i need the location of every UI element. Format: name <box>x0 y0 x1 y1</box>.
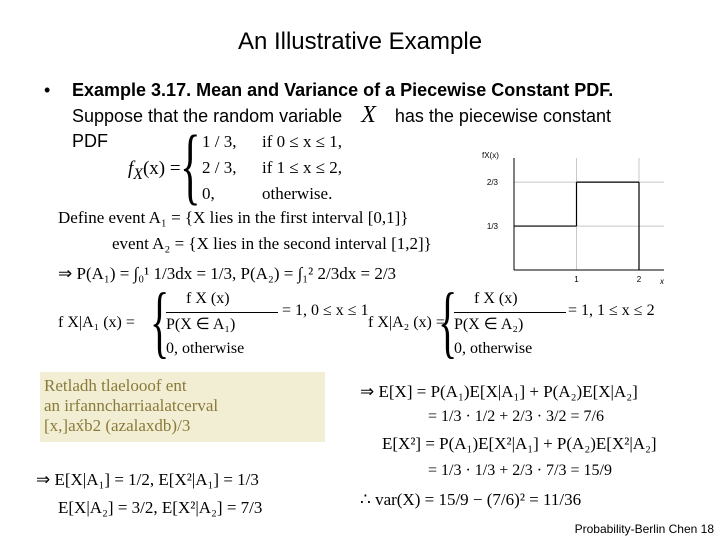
x-tick-label-2: 2 <box>636 275 642 284</box>
cond-pdf-a2-numerator: f X (x) <box>474 290 518 307</box>
slide-title: An Illustrative Example <box>237 28 483 55</box>
pdf-brace: { <box>180 117 201 213</box>
cond-pdf-a2-brace: { <box>438 278 458 366</box>
garbled-line-2: an irfanncharriaalatcerval <box>44 396 219 415</box>
pdf-lhs-arg: (x) = <box>142 158 181 179</box>
cond-pdf-a1-denominator: P(X ∈ A₁) <box>166 316 236 333</box>
cond-pdf-a1-fraction-bar <box>166 312 278 313</box>
event-a1-definition: Define event A₁ = {X lies in the first interval [0,1]} <box>58 208 409 227</box>
intro-line3: PDF <box>72 131 108 151</box>
y-axis-label: fX(x) <box>482 151 499 160</box>
event-a2-definition: event A₂ = {X lies in the second interval [1,2]} <box>112 234 432 253</box>
pdf-lhs-f: f <box>128 158 134 179</box>
random-variable: X <box>361 102 376 128</box>
pdf-case2-condition: if 1 ≤ x ≤ 2, <box>262 158 343 177</box>
cond-pdf-a2-denominator: P(X ∈ A₂) <box>454 316 524 333</box>
intro-text <box>72 78 712 154</box>
cond-pdf-a1-tail: = 1, 0 ≤ x ≤ 1 <box>282 302 369 319</box>
example-heading: Example 3.17. Mean and Variance of a Piecewise Constant PDF. <box>72 80 614 100</box>
intro-line2b: has the piecewise constant <box>394 106 612 126</box>
variance-result: ∴ var(X) = 15/9 − (7/6)² = 11/36 <box>360 490 582 509</box>
pdf-case2-value: 2 / 3, <box>202 158 237 177</box>
garbled-overlay-text <box>40 372 325 442</box>
cond-pdf-a1-lhs: f X|A₁ (x) = <box>58 314 135 331</box>
slide-footer: Probability-Berlin Chen 18 <box>574 522 714 536</box>
pdf-case1-condition: if 0 ≤ x ≤ 1, <box>262 132 343 151</box>
cond-pdf-a1-brace: { <box>150 278 170 366</box>
garbled-line-1: Retladh tlaelooof ent <box>44 376 187 395</box>
event-probabilities: ⇒ P(A₁) = ∫₀¹ 1/3dx = 1/3, P(A₂) = ∫₁² 2/3dx = 2/3 <box>58 264 397 283</box>
bullet-marker: • <box>44 80 51 100</box>
x-tick-label-1: 1 <box>574 275 579 284</box>
y-tick-label-2: 2/3 <box>486 178 498 188</box>
conditional-expectations-a1: ⇒ E[X|A₁] = 1/2, E[X²|A₁] = 1/3 <box>36 470 259 489</box>
cond-pdf-a1-otherwise: 0, otherwise <box>166 340 245 357</box>
intro-line2a: Suppose that the random variable <box>72 106 343 126</box>
y-tick-label-1: 1/3 <box>486 222 498 232</box>
garbled-line-3: [x,]ax́b2 (azalaxdb)/3 <box>44 416 191 435</box>
cond-pdf-a1-numerator: f X (x) <box>186 290 230 307</box>
cond-pdf-a2-tail: = 1, 1 ≤ x ≤ 2 <box>568 302 655 319</box>
conditional-expectations-a2: E[X|A₂] = 3/2, E[X²|A₂] = 7/3 <box>58 498 263 517</box>
pdf-case1-value: 1 / 3, <box>202 132 237 151</box>
second-moment-formula: E[X²] = P(A₁)E[X²|A₁] + P(A₂)E[X²|A₂] <box>382 434 657 453</box>
expected-value-formula: ⇒ E[X] = P(A₁)E[X|A₁] + P(A₂)E[X|A₂] <box>360 382 638 401</box>
cond-pdf-a2-lhs: f X|A₂ (x) = <box>368 314 445 331</box>
cond-pdf-a2-otherwise: 0, otherwise <box>454 340 533 357</box>
pdf-step-chart <box>478 148 678 288</box>
second-moment-result: = 1/3 · 1/3 + 2/3 · 7/3 = 15/9 <box>428 462 612 479</box>
x-axis-label: x <box>660 277 664 286</box>
pdf-lhs <box>128 158 181 184</box>
expected-value-result: = 1/3 · 1/2 + 2/3 · 3/2 = 7/6 <box>428 408 604 425</box>
pdf-case3-value: 0, <box>202 184 215 203</box>
pdf-lhs-sub: X <box>133 165 143 183</box>
cond-pdf-a2-fraction-bar <box>454 312 566 313</box>
pdf-case3-condition: otherwise. <box>262 184 333 203</box>
